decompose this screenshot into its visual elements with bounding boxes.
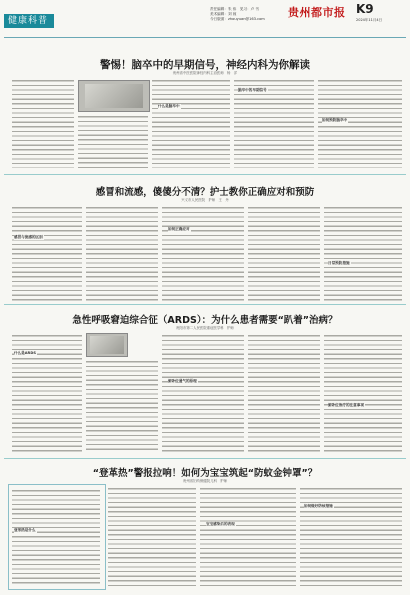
page-number: K9	[356, 2, 374, 16]
section-label: 健康科普	[4, 14, 54, 28]
editor-line: 今日版面：zhouyuan@163.com	[210, 17, 265, 21]
article-column	[12, 333, 82, 453]
masthead-logo: 贵州都市报	[288, 6, 346, 19]
article-byline: 贵阳市第二人民医院重症医学科 护师	[176, 326, 234, 330]
article-column	[152, 78, 230, 168]
section-divider	[4, 458, 406, 459]
page-header	[0, 0, 410, 36]
article-title: 感冒和流感，傻傻分不清？护士教你正确应对和预防	[95, 187, 315, 198]
issue-date: 2024年11月4日	[356, 18, 383, 22]
article-column	[78, 114, 148, 168]
article-column	[234, 78, 314, 168]
article-column	[248, 205, 320, 301]
editor-credits	[210, 7, 280, 22]
article-column	[324, 205, 402, 301]
article-column	[12, 488, 100, 584]
editor-line: 美术编辑：刘 琼	[210, 12, 237, 16]
article-subhead: 如何正确应对	[168, 227, 190, 231]
article-column	[324, 333, 402, 453]
article-byline: 贵州省中医医院神经内科主治医师 杨 洋	[172, 71, 238, 75]
article-subhead: 脑卒中的早期信号	[238, 88, 267, 92]
article-subhead: 如何预防脑卒中	[322, 118, 348, 122]
article-photo	[78, 80, 150, 112]
article-title: 警惕！脑卒中的早期信号，神经内科为你解读	[100, 59, 310, 71]
article-subhead: 如何做好防蚊措施	[304, 504, 333, 508]
article-subhead: 宝宝感染后的表现	[206, 522, 235, 526]
article-column	[162, 205, 244, 301]
article-subhead: 登革热是什么	[14, 528, 36, 532]
editor-line: 责任编辑：朱 伟 见习：卢 书	[210, 7, 260, 11]
article-subhead: 俯卧位通气的原理	[168, 379, 197, 383]
article-column	[318, 78, 402, 168]
article-column	[12, 205, 82, 301]
section-divider	[4, 174, 406, 175]
article-subhead: 感冒与流感的区别	[14, 235, 43, 239]
article-photo	[86, 333, 128, 357]
article-column	[300, 486, 402, 588]
article-subhead: 什么是ARDS	[14, 351, 36, 355]
article-column	[200, 486, 296, 588]
article-column	[86, 359, 158, 453]
article-column	[86, 205, 158, 301]
article-column	[108, 486, 196, 588]
article-column	[248, 333, 320, 453]
article-subhead: 日常预防措施	[328, 261, 350, 265]
article-column	[162, 333, 244, 453]
article-subhead: 俯卧位治疗的注意事项	[328, 403, 364, 407]
article-title: 急性呼吸窘迫综合征（ARDS）：为什么患者需要“趴着”治病？	[72, 315, 338, 326]
article-column	[12, 78, 74, 168]
article-title: “登革热”警报拉响！如何为宝宝筑起“防蚊金钟罩”？	[92, 468, 318, 479]
article-byline: 贵州省妇幼保健院儿科 护师	[182, 479, 228, 483]
article-byline: 兴义市人民医院 护师 王 丹	[181, 198, 229, 202]
section-divider	[4, 304, 406, 305]
article-subhead: 什么是脑卒中	[158, 104, 180, 108]
header-rule	[4, 37, 406, 38]
